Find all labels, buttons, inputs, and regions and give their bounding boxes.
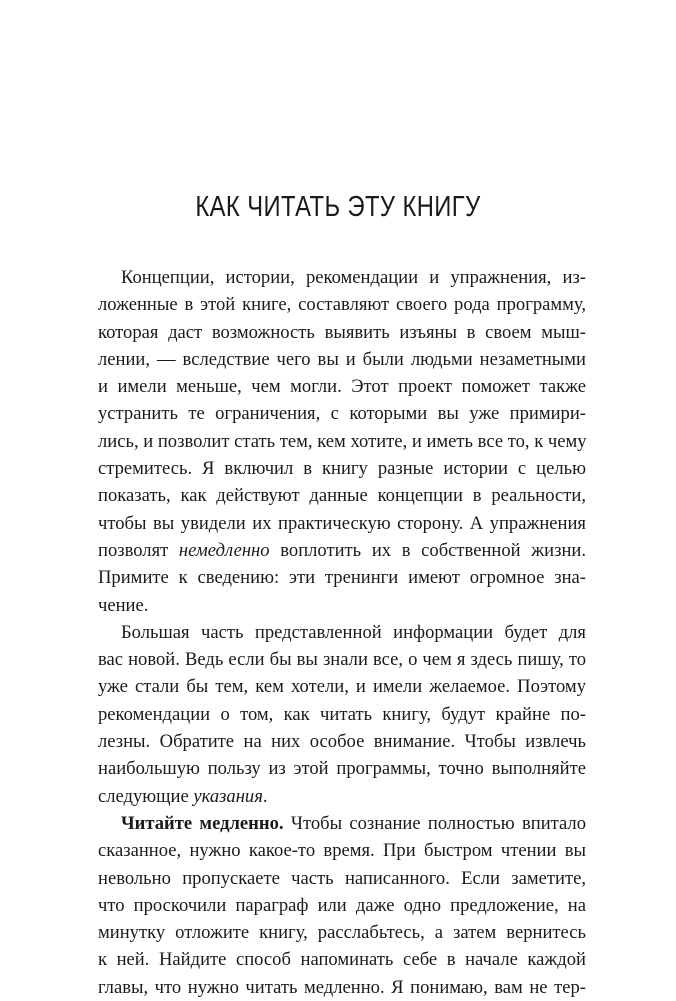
text-line: устранить те ограничения, с которыми вы уже примири- bbox=[98, 403, 586, 425]
text-segment: . bbox=[262, 785, 268, 807]
text-line: вас новой. Ведь если бы вы знали все, о чем я здесь пишу, то bbox=[98, 649, 586, 671]
text-line: чтобы вы увидели их практическую сторону. А упражнения bbox=[98, 512, 586, 534]
text-line: минутку отложите книгу, расслабьтесь, а затем вернитесь bbox=[98, 922, 586, 944]
lead-heading: Читайте медленно. bbox=[121, 812, 284, 834]
text-line: Концепции, истории, рекомендации и упражнения, из- bbox=[121, 267, 586, 288]
text-line: лись, и позволит стать тем, кем хотите, и иметь все то, к чему bbox=[98, 430, 587, 452]
text-line-with-emphasis bbox=[98, 537, 586, 564]
text-line: и имели меньше, чем могли. Этот проект поможет также bbox=[98, 376, 586, 398]
text-segment: позволят bbox=[98, 539, 179, 561]
paragraph-1 bbox=[98, 264, 586, 619]
text-line-with-lead bbox=[98, 810, 586, 837]
paragraph-3 bbox=[98, 810, 586, 1001]
text-line: рекомендации о том, как читать книгу, будут крайне по- bbox=[98, 703, 586, 725]
chapter-title: КАК ЧИТАТЬ ЭТУ КНИГУ bbox=[195, 191, 481, 223]
text-line: чение. bbox=[98, 594, 149, 616]
text-line: ложенные в этой книге, составляют своего рода программу, bbox=[98, 294, 586, 316]
text-line: лезны. Обратите на них особое внимание. Чтобы извлечь bbox=[98, 731, 586, 753]
text-line: Большая часть представленной информации будет для bbox=[121, 621, 586, 643]
text-line: лении, — вследствие чего вы и были людьми незаметными bbox=[98, 348, 586, 370]
text-line-with-emphasis bbox=[98, 783, 586, 810]
emphasis-text: немедленно bbox=[178, 539, 270, 561]
text-line: показать, как действуют данные концепции в реальности, bbox=[98, 485, 586, 507]
text-line: Примите к сведению: эти тренинги имеют огромное зна- bbox=[98, 567, 586, 589]
text-line: сказанное, нужно какое-то время. При быстром чтении вы bbox=[98, 840, 586, 862]
text-line: невольно пропускаете часть написанного. Если заметите, bbox=[98, 867, 586, 889]
text-line: стремитесь. Я включил в книгу разные истории с целью bbox=[98, 458, 586, 480]
text-segment: воплотить их в собственной жизни. bbox=[269, 539, 586, 561]
text-line: которая даст возможность выявить изъяны в своем мыш- bbox=[98, 321, 586, 343]
text-line: уже стали бы тем, кем хотели, и имели желаемое. Поэтому bbox=[98, 676, 586, 698]
text-segment: Чтобы сознание полностью впитало bbox=[283, 812, 587, 834]
text-line: к ней. Найдите способ напоминать себе в начале каждой bbox=[98, 949, 586, 971]
text-line: главы, что нужно читать медленно. Я понимаю, вам не тер- bbox=[98, 976, 586, 998]
text-line: что проскочили параграф или даже одно предложение, на bbox=[98, 894, 586, 916]
paragraph-2 bbox=[98, 619, 586, 810]
text-line: наибольшую пользу из этой программы, точно выполняйте bbox=[98, 758, 586, 780]
text-segment: следующие bbox=[98, 785, 194, 807]
body-text bbox=[98, 264, 586, 1001]
emphasis-text: указания bbox=[193, 785, 263, 807]
